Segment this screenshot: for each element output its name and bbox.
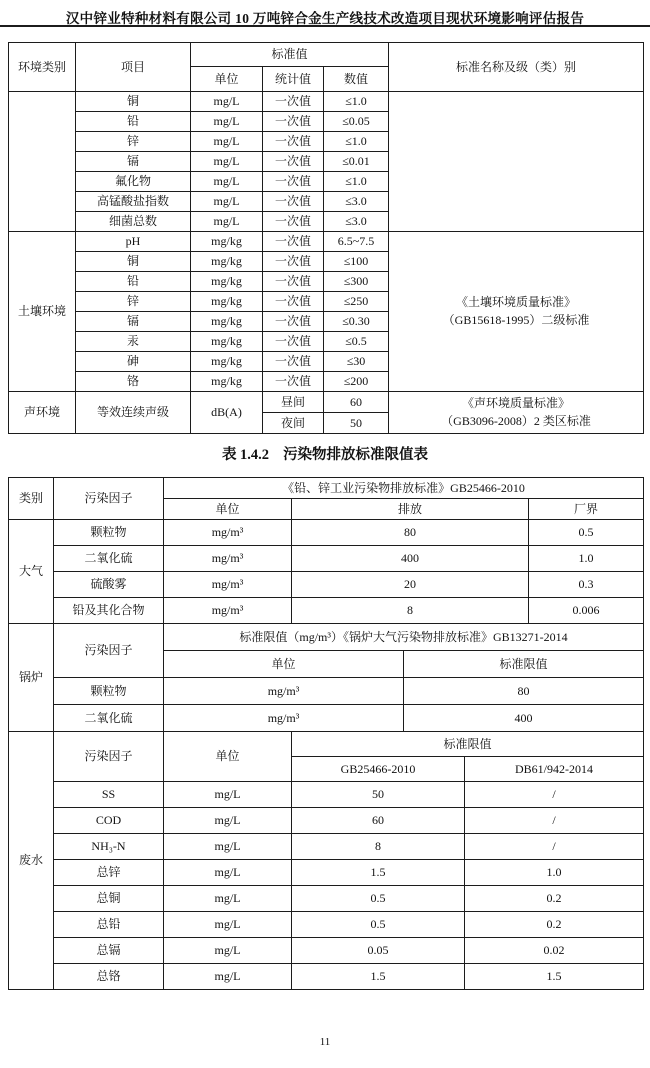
unit-cell: mg/kg <box>191 372 263 392</box>
item-cell: 高锰酸盐指数 <box>76 192 191 212</box>
unit-cell: mg/kg <box>191 352 263 372</box>
value-cell: ≤1.0 <box>324 172 389 192</box>
col-header-gb-standard: GB25466-2010 <box>292 757 465 782</box>
col-header-category: 环境类别 <box>9 43 76 92</box>
unit-cell: mg/L <box>164 782 292 808</box>
value-cell: ≤30 <box>324 352 389 372</box>
col-header-unit: 单位 <box>164 732 292 782</box>
stat-cell: 一次值 <box>263 172 324 192</box>
unit-cell: mg/L <box>164 834 292 860</box>
category-cell-empty <box>9 92 76 232</box>
item-cell: 细菌总数 <box>76 212 191 232</box>
factor-cell: NH₃-N <box>54 834 164 860</box>
item-cell: 铜 <box>76 92 191 112</box>
table-row <box>9 232 644 252</box>
table-row <box>9 92 644 112</box>
item-cell: 锌 <box>76 292 191 312</box>
stat-cell: 一次值 <box>263 212 324 232</box>
gb-value-cell: 50 <box>292 782 465 808</box>
emission-cell: 8 <box>292 598 529 624</box>
stat-cell: 一次值 <box>263 252 324 272</box>
stat-cell: 一次值 <box>263 272 324 292</box>
value-cell: ≤250 <box>324 292 389 312</box>
factor-cell: 硫酸雾 <box>54 572 164 598</box>
value-cell: 60 <box>324 392 389 413</box>
item-cell: 等效连续声级 <box>76 392 191 434</box>
db-value-cell: 0.02 <box>465 938 644 964</box>
value-cell: ≤0.01 <box>324 152 389 172</box>
db-value-cell: / <box>465 834 644 860</box>
period-cell-day: 昼间 <box>263 392 324 413</box>
col-header-factor: 污染因子 <box>54 732 164 782</box>
item-cell: 铜 <box>76 252 191 272</box>
value-cell: ≤100 <box>324 252 389 272</box>
col-header-item: 项目 <box>76 43 191 92</box>
page-number: 11 <box>319 1036 331 1048</box>
db-value-cell: / <box>465 808 644 834</box>
col-header-category: 类别 <box>9 478 54 520</box>
factor-cell: 颗粒物 <box>54 678 164 705</box>
db-value-cell: / <box>465 782 644 808</box>
col-header-boundary: 厂界 <box>529 499 644 520</box>
factor-cell: 总铅 <box>54 912 164 938</box>
value-cell: ≤1.0 <box>324 132 389 152</box>
item-cell: 汞 <box>76 332 191 352</box>
factor-cell: 二氧化硫 <box>54 705 164 732</box>
unit-cell: mg/m³ <box>164 705 404 732</box>
value-cell: 50 <box>324 413 389 434</box>
gb-value-cell: 1.5 <box>292 964 465 990</box>
item-cell: 铬 <box>76 372 191 392</box>
standard-name-line2: （GB15618-1995）二级标准 <box>442 312 590 327</box>
stat-cell: 一次值 <box>263 192 324 212</box>
unit-cell: mg/kg <box>191 292 263 312</box>
table-caption-title: 污染物排放标准限值表 <box>283 447 429 463</box>
unit-cell: mg/m³ <box>164 678 404 705</box>
gb-value-cell: 0.5 <box>292 912 465 938</box>
unit-cell: mg/L <box>164 860 292 886</box>
limit-cell: 80 <box>404 678 644 705</box>
value-cell: ≤3.0 <box>324 192 389 212</box>
col-header-standard-value: 标准值 <box>191 43 389 67</box>
table-row <box>9 964 644 990</box>
stat-cell: 一次值 <box>263 92 324 112</box>
quality-standards-table <box>8 42 644 434</box>
unit-cell: mg/L <box>191 112 263 132</box>
col-header-factor: 污染因子 <box>54 624 164 678</box>
emission-cell: 20 <box>292 572 529 598</box>
table-row <box>9 834 644 860</box>
unit-cell: mg/L <box>191 132 263 152</box>
stat-cell: 一次值 <box>263 112 324 132</box>
col-header-stat: 统计值 <box>263 67 324 92</box>
table-row <box>9 624 644 651</box>
table-caption <box>0 443 650 464</box>
stat-cell: 一次值 <box>263 312 324 332</box>
db-value-cell: 0.2 <box>465 886 644 912</box>
unit-cell: mg/m³ <box>164 598 292 624</box>
unit-cell: mg/L <box>191 152 263 172</box>
category-cell-soil: 土壤环境 <box>9 232 76 392</box>
unit-cell: mg/L <box>164 964 292 990</box>
boundary-cell: 0.006 <box>529 598 644 624</box>
unit-cell: mg/L <box>164 938 292 964</box>
stat-cell: 一次值 <box>263 372 324 392</box>
table-row <box>9 392 644 413</box>
standard-name-line2: （GB3096-2008）2 类区标准 <box>441 413 591 428</box>
unit-cell: dB(A) <box>191 392 263 434</box>
table-row <box>9 886 644 912</box>
table-row <box>9 705 644 732</box>
item-cell: 砷 <box>76 352 191 372</box>
item-cell: 锌 <box>76 132 191 152</box>
header-divider <box>0 25 650 27</box>
table-row <box>9 572 644 598</box>
unit-cell: mg/m³ <box>164 572 292 598</box>
unit-cell: mg/L <box>164 912 292 938</box>
factor-cell: SS <box>54 782 164 808</box>
value-cell: 6.5~7.5 <box>324 232 389 252</box>
factor-cell: 总镉 <box>54 938 164 964</box>
factor-cell: 总铜 <box>54 886 164 912</box>
emission-cell: 80 <box>292 520 529 546</box>
boundary-cell: 1.0 <box>529 546 644 572</box>
col-header-standard-name: 标准名称及级（类）别 <box>389 43 644 92</box>
unit-cell: mg/kg <box>191 332 263 352</box>
item-cell: 铅 <box>76 112 191 132</box>
db-value-cell: 1.0 <box>465 860 644 886</box>
gb-value-cell: 0.5 <box>292 886 465 912</box>
table-row <box>9 912 644 938</box>
unit-cell: mg/L <box>191 192 263 212</box>
gb-value-cell: 0.05 <box>292 938 465 964</box>
air-standard-title: 《铅、锌工业污染物排放标准》GB25466-2010 <box>164 478 644 499</box>
factor-cell: 颗粒物 <box>54 520 164 546</box>
value-cell: ≤3.0 <box>324 212 389 232</box>
category-cell-noise: 声环境 <box>9 392 76 434</box>
table-row <box>9 678 644 705</box>
period-cell-night: 夜间 <box>263 413 324 434</box>
stat-cell: 一次值 <box>263 332 324 352</box>
factor-cell: COD <box>54 808 164 834</box>
category-cell-air: 大气 <box>9 520 54 624</box>
value-cell: ≤200 <box>324 372 389 392</box>
col-header-unit: 单位 <box>164 499 292 520</box>
emission-cell: 400 <box>292 546 529 572</box>
boiler-standard-title: 标准限值（mg/m³）《锅炉大气污染物排放标准》GB13271-2014 <box>164 624 644 651</box>
unit-cell: mg/L <box>191 92 263 112</box>
table-row <box>9 732 644 757</box>
unit-cell: mg/L <box>164 808 292 834</box>
factor-cell: 总铬 <box>54 964 164 990</box>
standard-name-line1: 《土壤环境质量标准》 <box>455 295 576 310</box>
unit-cell: mg/m³ <box>164 546 292 572</box>
table-row <box>9 860 644 886</box>
stat-cell: 一次值 <box>263 352 324 372</box>
table-row <box>9 598 644 624</box>
standard-name-cell-empty <box>389 92 644 232</box>
stat-cell: 一次值 <box>263 152 324 172</box>
col-header-limit: 标准限值 <box>292 732 644 757</box>
col-header-unit: 单位 <box>191 67 263 92</box>
col-header-factor: 污染因子 <box>54 478 164 520</box>
unit-cell: mg/kg <box>191 312 263 332</box>
factor-cell: 铅及其化合物 <box>54 598 164 624</box>
category-cell-wastewater: 废水 <box>9 732 54 990</box>
table-caption-number: 表 1.4.2 <box>221 447 270 463</box>
value-cell: ≤1.0 <box>324 92 389 112</box>
standard-name-cell-noise <box>389 392 644 434</box>
limit-cell: 400 <box>404 705 644 732</box>
item-cell: 氟化物 <box>76 172 191 192</box>
category-cell-boiler: 锅炉 <box>9 624 54 732</box>
discharge-limits-table <box>8 477 644 990</box>
item-cell: 镉 <box>76 152 191 172</box>
boundary-cell: 0.5 <box>529 520 644 546</box>
db-value-cell: 0.2 <box>465 912 644 938</box>
value-cell: ≤0.5 <box>324 332 389 352</box>
standard-name-line1: 《声环境质量标准》 <box>461 396 570 411</box>
table-row <box>9 546 644 572</box>
db-value-cell: 1.5 <box>465 964 644 990</box>
col-header-limit: 标准限值 <box>404 651 644 678</box>
standard-name-cell-soil <box>389 232 644 392</box>
table-row <box>9 808 644 834</box>
stat-cell: 一次值 <box>263 292 324 312</box>
factor-cell: 二氧化硫 <box>54 546 164 572</box>
value-cell: ≤0.30 <box>324 312 389 332</box>
gb-value-cell: 1.5 <box>292 860 465 886</box>
item-cell: pH <box>76 232 191 252</box>
col-header-unit: 单位 <box>164 651 404 678</box>
gb-value-cell: 60 <box>292 808 465 834</box>
stat-cell: 一次值 <box>263 232 324 252</box>
gb-value-cell: 8 <box>292 834 465 860</box>
item-cell: 镉 <box>76 312 191 332</box>
col-header-db-standard: DB61/942-2014 <box>465 757 644 782</box>
stat-cell: 一次值 <box>263 132 324 152</box>
col-header-emission: 排放 <box>292 499 529 520</box>
unit-cell: mg/kg <box>191 252 263 272</box>
unit-cell: mg/L <box>191 212 263 232</box>
boundary-cell: 0.3 <box>529 572 644 598</box>
table-row <box>9 938 644 964</box>
col-header-value: 数值 <box>324 67 389 92</box>
table-row <box>9 520 644 546</box>
unit-cell: mg/L <box>191 172 263 192</box>
document-header-title: 汉中锌业特种材料有限公司 10 万吨锌合金生产线技术改造项目现状环境影响评估报告 <box>65 11 585 26</box>
unit-cell: mg/L <box>164 886 292 912</box>
value-cell: ≤0.05 <box>324 112 389 132</box>
unit-cell: mg/kg <box>191 272 263 292</box>
unit-cell: mg/kg <box>191 232 263 252</box>
table-row <box>9 782 644 808</box>
value-cell: ≤300 <box>324 272 389 292</box>
factor-cell: 总锌 <box>54 860 164 886</box>
item-cell: 铅 <box>76 272 191 292</box>
unit-cell: mg/m³ <box>164 520 292 546</box>
